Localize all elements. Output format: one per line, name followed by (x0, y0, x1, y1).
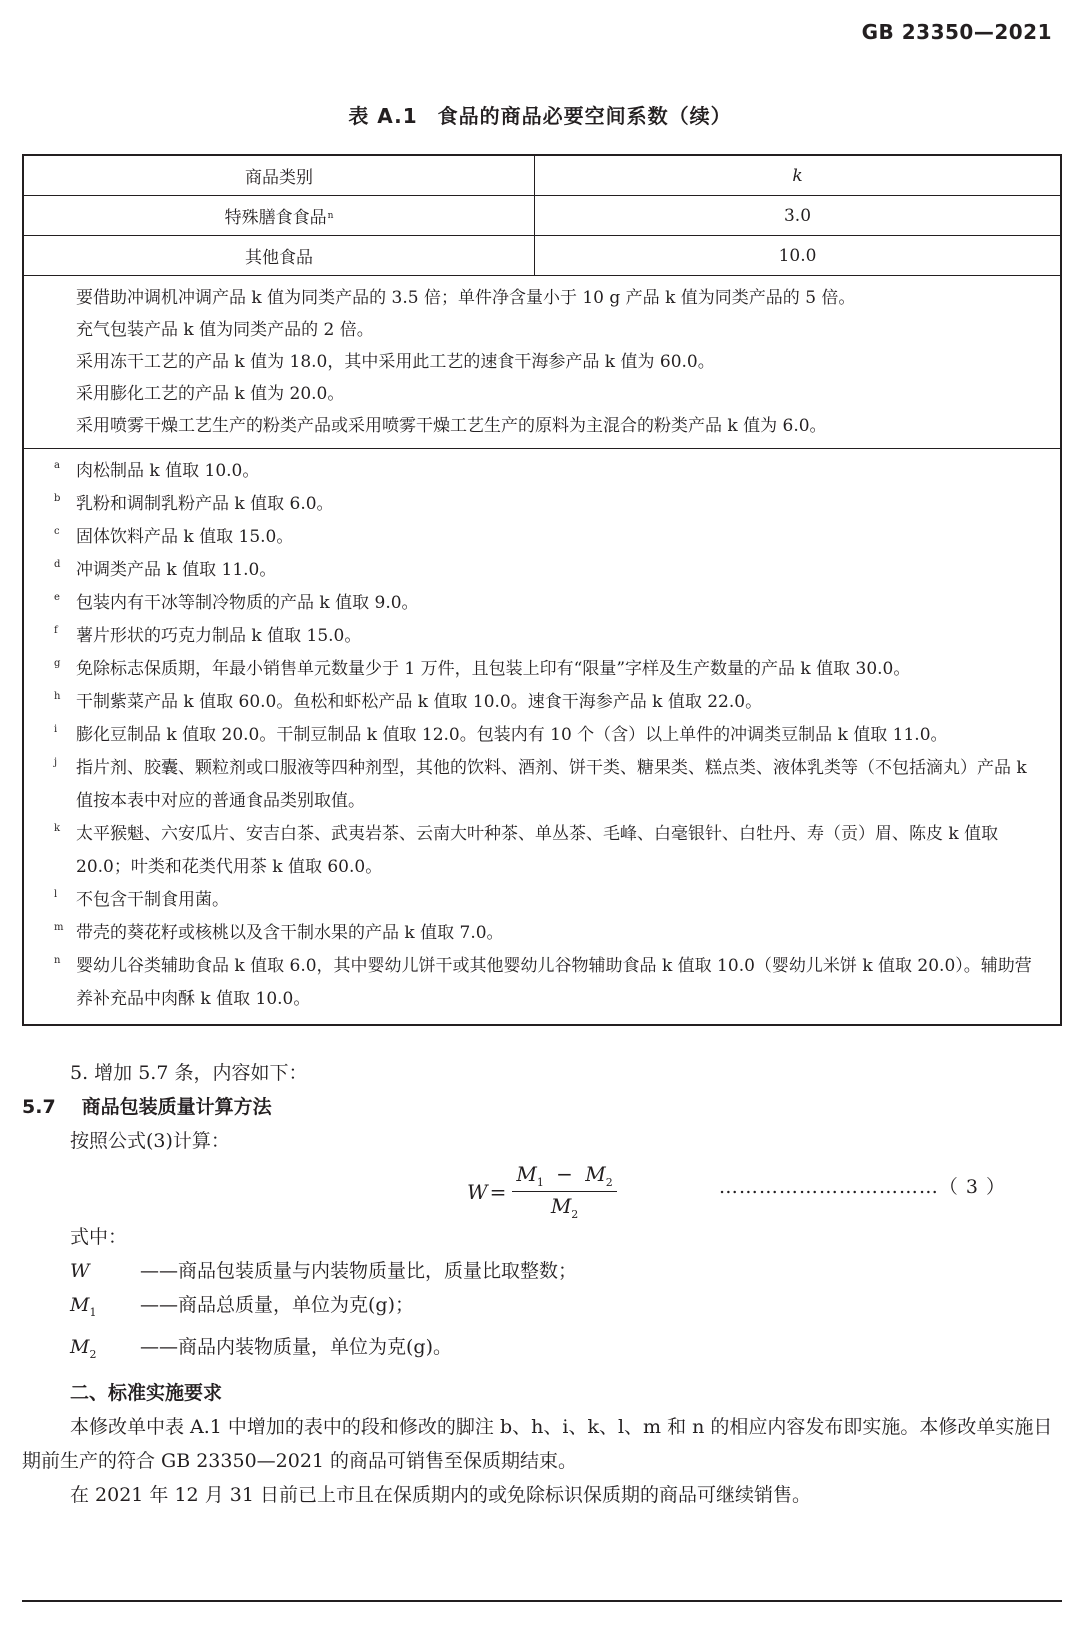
footnote-text: 免除标志保质期，年最小销售单元数量少于 1 万件，且包装上印有“限量”字样及生产数量的产品 k 值取 30.0。 (76, 659, 911, 679)
footnote (54, 686, 1046, 719)
symbol-definition (22, 1288, 1062, 1330)
formula-equals: = (489, 1179, 507, 1204)
symbol-m: M (516, 1162, 537, 1186)
footnote-ref: n (327, 210, 334, 221)
table-cell-category (24, 196, 535, 235)
symbol-m: M (585, 1162, 606, 1186)
table-row (24, 236, 1060, 276)
footnote-text: 带壳的葵花籽或核桃以及含干制水果的产品 k 值取 7.0。 (76, 923, 504, 943)
note-line: 要借助冲调机冲调产品 k 值为同类产品的 3.5 倍；单件净含量小于 10 g 产品 k 值为同类产品的 5 倍。 (76, 288, 856, 308)
footnote-text: 婴幼儿谷类辅助食品 k 值取 6.0，其中婴幼儿饼干或其他婴幼儿谷物辅助食品 k 值取 10.0（婴幼儿米饼 k 值取 20.0）。辅助营养补充品中肉酥 k 值取 10.0。 (76, 956, 1032, 1009)
footnote (54, 653, 1046, 686)
sales-paragraph: 在 2021 年 12 月 31 日前已上市且在保质期内的或免除标识保质期的商品可继续销售。 (70, 1483, 811, 1506)
amendment-item-5: 5. 增加 5.7 条，内容如下： (70, 1062, 308, 1084)
subscript: 1 (536, 1176, 544, 1189)
symbol (70, 1254, 140, 1288)
symbol (70, 1330, 140, 1372)
calc-intro: 按照公式(3)计算： (70, 1130, 230, 1152)
bottom-divider (22, 1600, 1062, 1602)
formula-numerator (512, 1162, 616, 1192)
symbol-definition (22, 1254, 1062, 1288)
formula-lhs: W (467, 1179, 488, 1204)
section-5-7-heading (22, 1090, 1062, 1124)
table-cell-k: 3.0 (783, 205, 812, 226)
body-section (22, 1056, 1062, 1512)
table-notes (24, 276, 1060, 449)
table-cell-k: 10.0 (778, 245, 817, 266)
footnote (54, 455, 1046, 488)
coefficient-table (22, 154, 1062, 1026)
footnote (54, 620, 1046, 653)
standard-code: GB 23350—2021 (861, 20, 1052, 44)
footnote-mark: k (54, 823, 61, 834)
footnote-mark: a (54, 460, 60, 471)
footnote-mark: e (54, 592, 60, 603)
footnote-mark: j (54, 757, 58, 768)
footnote (54, 884, 1046, 917)
table-title-text: 食品的商品必要空间系数（续） (437, 104, 732, 128)
footnote (54, 587, 1046, 620)
where-label: 式中： (70, 1226, 128, 1248)
footnote-text: 不包含干制食用菌。 (76, 890, 229, 910)
subscript: 2 (571, 1208, 579, 1221)
category-text: 特殊膳食食品 (224, 208, 327, 228)
equation-number: ……………………………（ 3 ） (718, 1176, 1006, 1198)
table-header-row (24, 156, 1060, 196)
footnote-mark: l (54, 889, 58, 900)
footnote-mark: f (54, 625, 58, 636)
formula-3 (22, 1158, 1062, 1220)
footnote (54, 752, 1046, 818)
footnote-text: 固体饮料产品 k 值取 15.0。 (76, 527, 294, 547)
category-text: 其他食品 (245, 248, 313, 268)
definition-text: ——商品包装质量与内装物质量比，质量比取整数； (140, 1260, 578, 1282)
symbol-letter: M (70, 1335, 90, 1358)
minus-sign: − (556, 1162, 573, 1186)
symbol-letter: W (70, 1260, 90, 1282)
note-line: 采用膨化工艺的产品 k 值为 20.0。 (76, 384, 345, 404)
footnote-text: 指片剂、胶囊、颗粒剂或口服液等四种剂型，其他的饮料、酒剂、饼干类、糖果类、糕点类、液体乳类等（不包括滴丸）产品 k 值按本表中对应的普通食品类别取值。 (76, 758, 1027, 811)
column-header-category: 商品类别 (24, 156, 535, 195)
implementation-paragraph (22, 1410, 1062, 1478)
symbol-definition (22, 1330, 1062, 1372)
footnote-mark: d (54, 559, 61, 570)
formula-fraction (512, 1162, 616, 1221)
footnote (54, 950, 1046, 1016)
subscript: 1 (89, 1305, 97, 1319)
symbol-m: M (550, 1194, 572, 1218)
symbol (70, 1288, 140, 1330)
subscript: 2 (605, 1176, 613, 1189)
footnote-mark: i (54, 724, 58, 735)
footnote (54, 488, 1046, 521)
footnote-text: 薯片形状的巧克力制品 k 值取 15.0。 (76, 626, 362, 646)
footnote-mark: m (54, 922, 64, 933)
footnote-mark: n (54, 955, 61, 966)
formula-denominator (551, 1192, 578, 1221)
footnote (54, 554, 1046, 587)
footnote-text: 包装内有干冰等制冷物质的产品 k 值取 9.0。 (76, 593, 419, 613)
note-line: 采用喷雾干燥工艺生产的粉类产品或采用喷雾干燥工艺生产的原料为主混合的粉类产品 k 值为 6.0。 (76, 416, 827, 436)
footnote (54, 521, 1046, 554)
footnote-text: 乳粉和调制乳粉产品 k 值取 6.0。 (76, 494, 334, 514)
table-cell-category (24, 236, 535, 275)
footnote (54, 719, 1046, 752)
footnote-mark: h (54, 691, 61, 702)
footnote-text: 膨化豆制品 k 值取 20.0。干制豆制品 k 值取 12.0。包装内有 10 个（含）以上单件的冲调类豆制品 k 值取 11.0。 (76, 725, 948, 745)
section-2-heading: 二、标准实施要求 (70, 1381, 223, 1404)
table-footnotes (24, 449, 1060, 1024)
section-title: 商品包装质量计算方法 (81, 1096, 272, 1118)
section-number: 5.7 (22, 1096, 56, 1118)
note-line: 充气包装产品 k 值为同类产品的 2 倍。 (76, 320, 374, 340)
note-line: 采用冻干工艺的产品 k 值为 18.0，其中采用此工艺的速食干海参产品 k 值为 60.0。 (76, 352, 715, 372)
table-title (0, 100, 1080, 129)
footnote-mark: b (54, 493, 61, 504)
footnote-text: 肉松制品 k 值取 10.0。 (76, 461, 260, 481)
definition-text: ——商品内装物质量，单位为克(g)。 (140, 1335, 452, 1358)
footnote (54, 917, 1046, 950)
table-label: 表 A.1 (348, 104, 418, 128)
table-row (24, 196, 1060, 236)
footnote-mark: c (54, 526, 60, 537)
footnote (54, 818, 1046, 884)
paragraph-text: 本修改单中表 A.1 中增加的表中的段和修改的脚注 b、h、i、k、l、m 和 n 的相应内容发布即实施。本修改单实施日期前生产的符合 GB 23350—2021 的商品可销售至保质期结束。 (22, 1415, 1053, 1472)
footnote-text: 干制紫菜产品 k 值取 60.0。鱼松和虾松产品 k 值取 10.0。速食干海参产品 k 值取 22.0。 (76, 692, 763, 712)
definition-text: ——商品总质量，单位为克(g)； (140, 1294, 414, 1316)
column-header-k: k (792, 165, 803, 186)
footnote-text: 冲调类产品 k 值取 11.0。 (76, 560, 277, 580)
symbol-letter: M (70, 1294, 90, 1316)
formula-expression (467, 1162, 617, 1221)
footnote-text: 太平猴魁、六安瓜片、安吉白茶、武夷岩茶、云南大叶种茶、单丛茶、毛峰、白毫银针、白牡丹、寿（贡）眉、陈皮 k 值取 20.0；叶类和花类代用茶 k 值取 60.0。 (76, 824, 999, 877)
subscript: 2 (89, 1347, 97, 1361)
footnote-mark: g (54, 658, 61, 669)
